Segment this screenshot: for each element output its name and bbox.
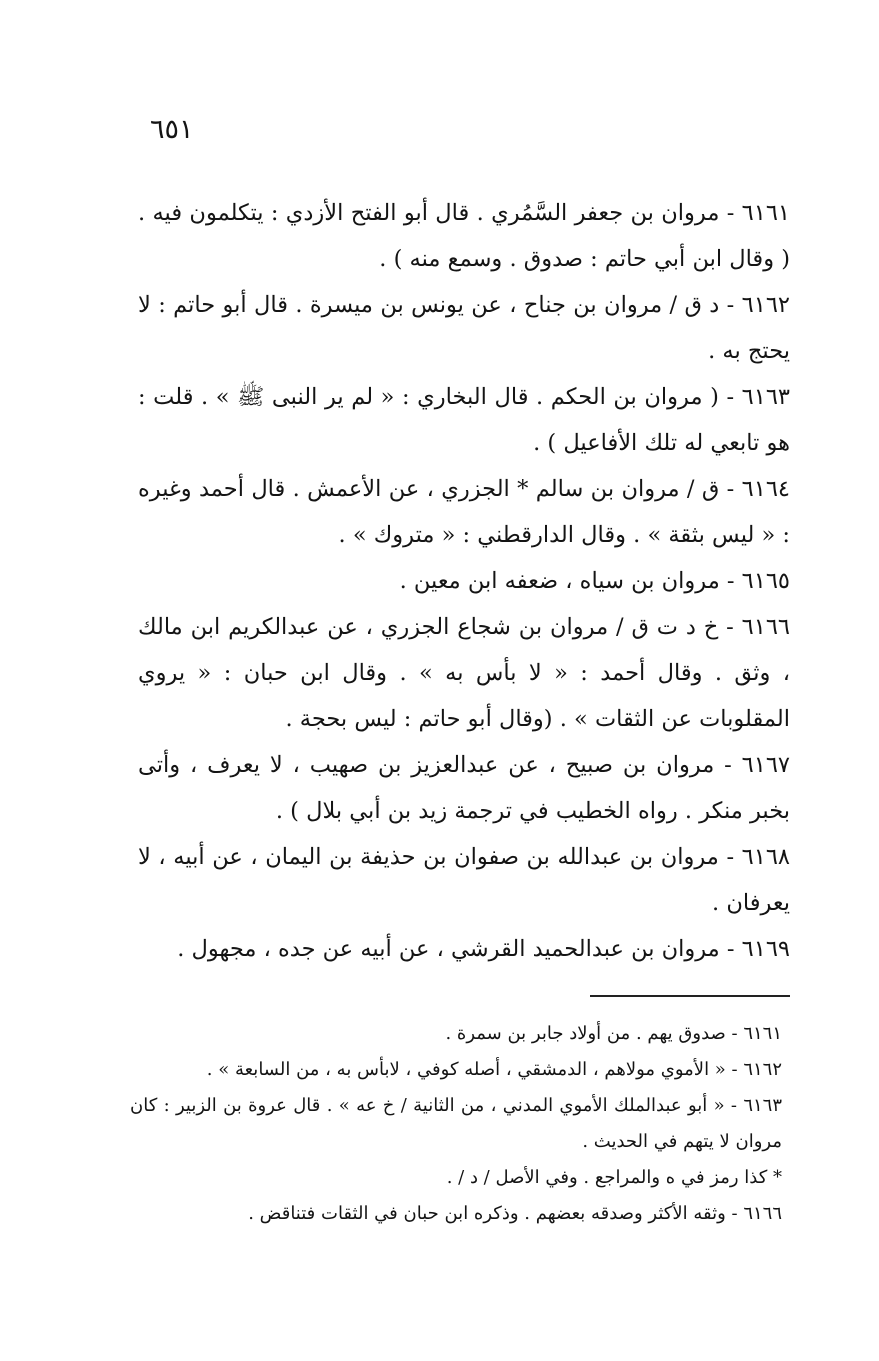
footnotes (130, 1016, 782, 1232)
entry-6166: ٦١٦٦ - خ د ت ق / مروان بن شجاع الجزري ، عن عبدالكريم ابن مالك ، وثق . وقال أحمد : « لا بأس به » . وقال ابن حبان : « يروي المقلوبات عن الثقات » . (وقال أبو حاتم : ليس بحجة . (138, 614, 790, 732)
entry-6162: ٦١٦٢ - د ق / مروان بن جناح ، عن يونس بن ميسرة . قال أبو حاتم : لا يحتج به . (138, 292, 790, 364)
footnote-6162: ٦١٦٢ - « الأموي مولاهم ، الدمشقي ، أصله كوفي ، لابأس به ، من السابعة » . (206, 1059, 782, 1080)
biographical-entries (138, 190, 790, 972)
footnote-6163: ٦١٦٣ - « أبو عبدالملك الأموي المدني ، من الثانية / خ عه » . قال عروة بن الزبير : كان مروان لا يتهم في الحديث . (130, 1095, 782, 1152)
footnote-asterisk: * كذا رمز في ه والمراجع . وفي الأصل / د / . (446, 1167, 782, 1188)
entry-6167: ٦١٦٧ - مروان بن صبيح ، عن عبدالعزيز بن صهيب ، لا يعرف ، وأتى بخبر منكر . رواه الخطيب في ترجمة زيد بن أبي بلال ) . (138, 752, 790, 824)
footnote-6166: ٦١٦٦ - وثقه الأكثر وصدقه بعضهم . وذكره ابن حبان في الثقات فتناقض . (248, 1203, 782, 1224)
entry-6169: ٦١٦٩ - مروان بن عبدالحميد القرشي ، عن أبيه عن جده ، مجهول . (177, 936, 790, 962)
entry-6161: ٦١٦١ - مروان بن جعفر السَّمُري . قال أبو الفتح الأزدي : يتكلمون فيه . ( وقال ابن أبي حاتم : صدوق . وسمع منه ) . (138, 200, 790, 272)
entry-6165: ٦١٦٥ - مروان بن سياه ، ضعفه ابن معين . (399, 568, 790, 594)
footnote-divider (590, 995, 790, 997)
entry-6164: ٦١٦٤ - ق / مروان بن سالم * الجزري ، عن الأعمش . قال أحمد وغيره : « ليس بثقة » . وقال الدارقطني : « متروك » . (138, 476, 790, 548)
entry-6168: ٦١٦٨ - مروان بن عبدالله بن صفوان بن حذيفة بن اليمان ، عن أبيه ، لا يعرفان . (138, 844, 790, 916)
footnote-6161: ٦١٦١ - صدوق يهم . من أولاد جابر بن سمرة . (445, 1023, 782, 1044)
page-number: ٦٥١ (150, 114, 194, 145)
entry-6163: ٦١٦٣ - ( مروان بن الحكم . قال البخاري : « لم ير النبى ﷺ » . قلت : هو تابعي له تلك الأفاعيل ) . (138, 384, 790, 456)
